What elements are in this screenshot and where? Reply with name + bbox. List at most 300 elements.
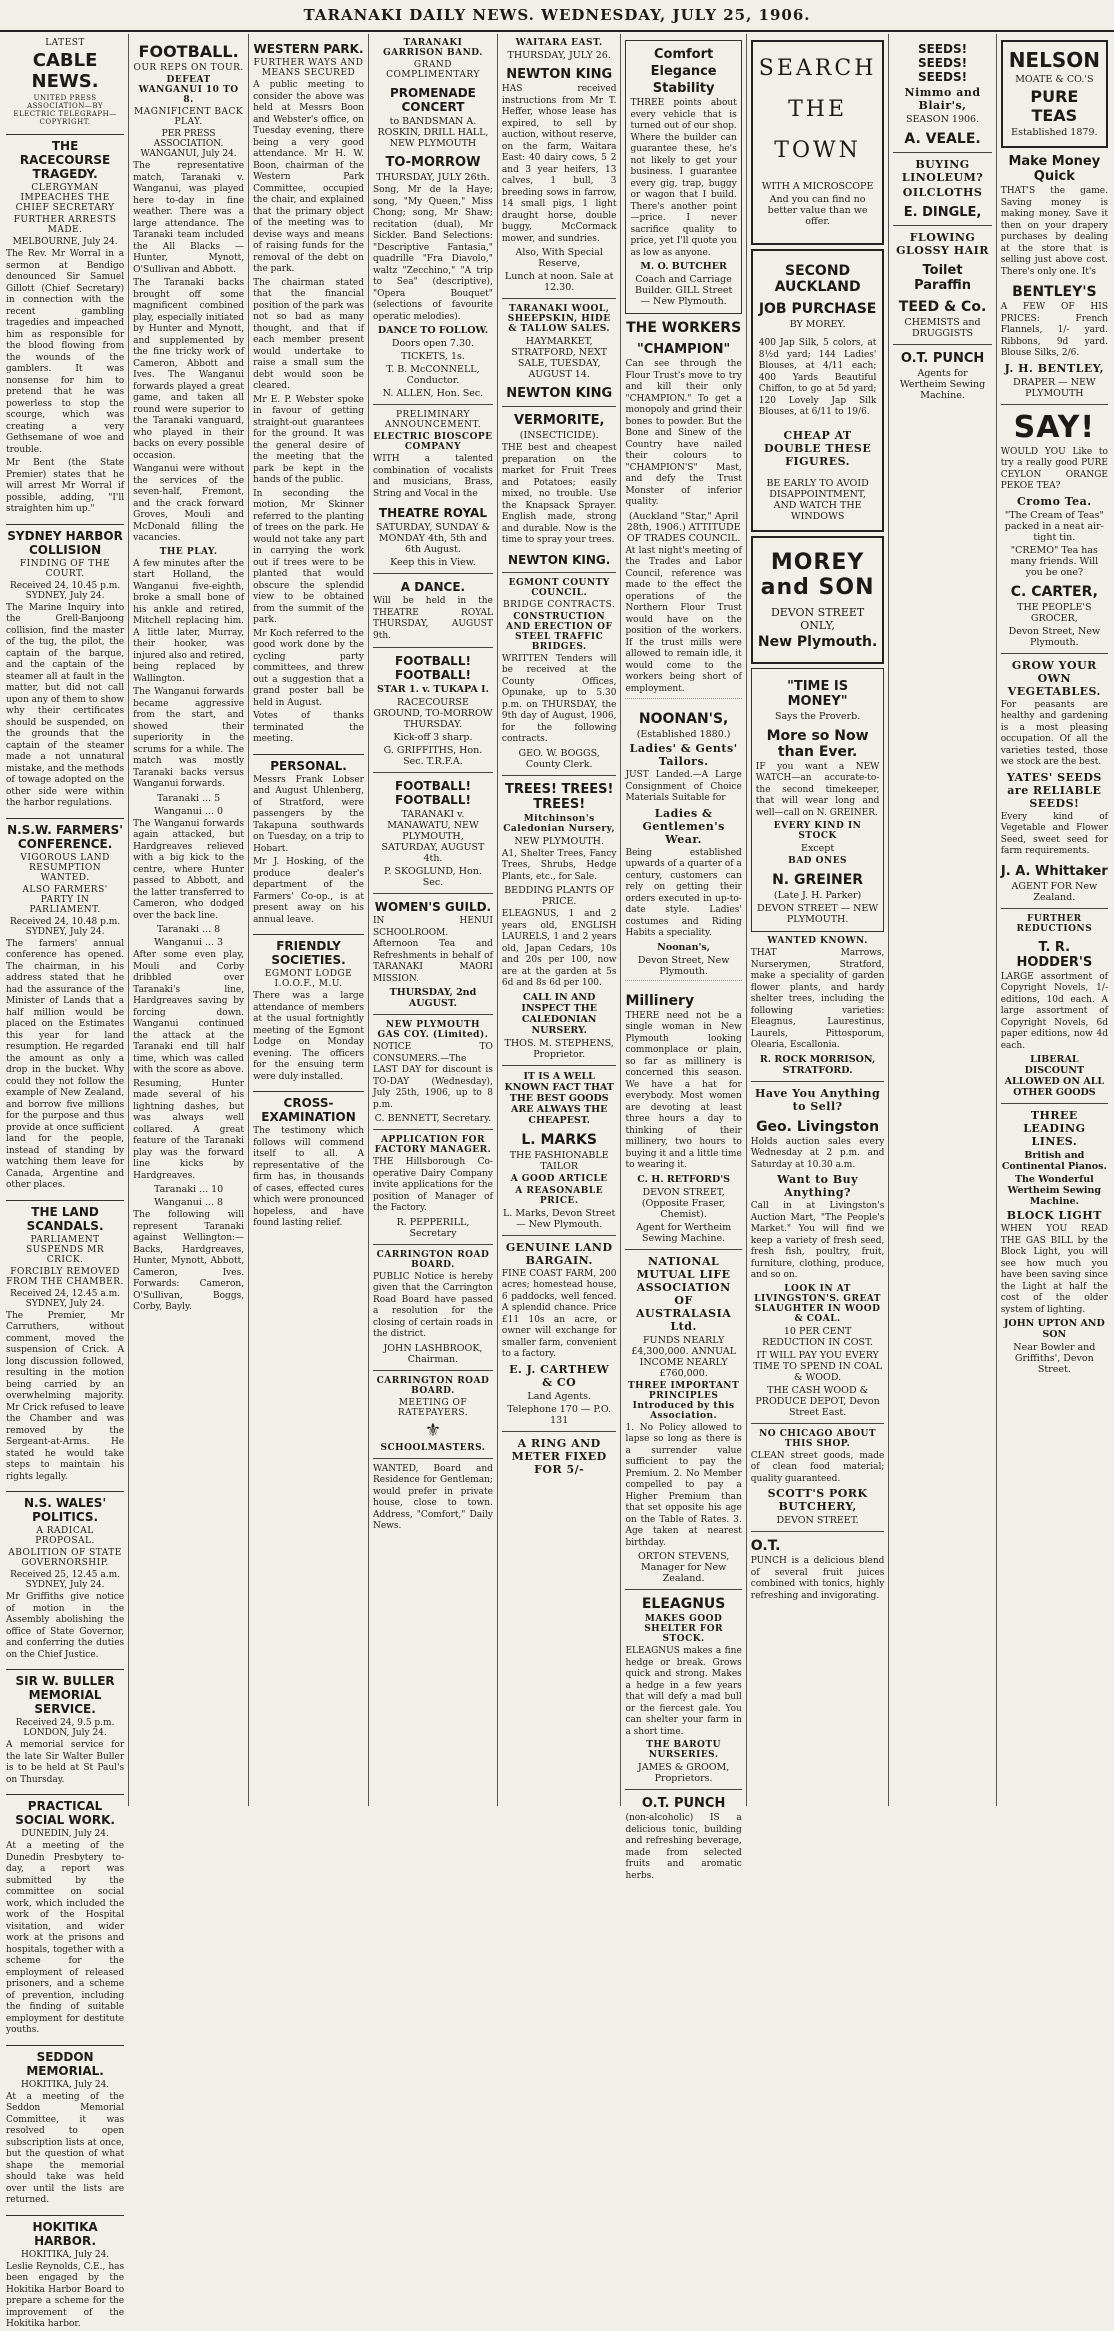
ad-principles: THREE IMPORTANT PRINCIPLES Introduced by this Association. — [627, 1380, 740, 1421]
ad-text: Call in at Livingston's Auction Mart, "The People's Market." You will find we keep a variety of fresh seed, fresh fish, poultry, fruit, furniture, clothing, produce, and so on. — [750, 1201, 885, 1280]
ad-griffiths: G. GRIFFITHS, Hon. Sec. T.R.F.A. — [383, 745, 483, 767]
subhead-radical: A RADICAL PROPOSAL. — [35, 1526, 95, 1546]
article-text: Mr Griffiths give notice of motion in the Assembly abolishing the office of State Governor, and conferring the duties on the Chief Justice. — [6, 1592, 125, 1660]
divider — [502, 1431, 617, 1432]
ad-marks-sig: L. Marks, Devon Street — New Plymouth. — [503, 1207, 616, 1230]
headline-personal: PERSONAL. — [253, 754, 364, 773]
ad-visit: CALL IN AND INSPECT THE CALEDONIAN NURSERY. — [521, 991, 597, 1036]
ad-butcher: M. O. BUTCHER — [640, 261, 727, 272]
article-text: Mr E. P. Webster spoke in favour of getting straight-out guarantees for the ground. It was the general desire of the meeting that the park be kept in the hands of the public. — [253, 394, 364, 485]
ad-allen: N. ALLEN, Hon. Sec. — [382, 388, 484, 399]
ad-waitara-date: THURSDAY, JULY 26. — [507, 50, 611, 61]
ad-gas: NEW PLYMOUTH GAS COY. (Limited). — [377, 1020, 489, 1040]
ad-haymarket: HAYMARKET, STRATFORD, NEXT SALE, TUESDAY, AUGUST 14. — [511, 336, 608, 380]
ad-star: STAR 1. v. TUKAPA I. — [377, 684, 489, 695]
subhead-ways: FURTHER WAYS AND MEANS SECURED — [253, 58, 364, 78]
subhead-play: THE PLAY. — [159, 546, 218, 557]
dateline: PER PRESS ASSOCIATION. WANGANUI, July 24. — [140, 129, 237, 159]
subhead-also: ALSO FARMERS' PARTY IN PARLIAMENT. — [22, 884, 108, 915]
ad-carrington: CARRINGTON ROAD BOARD. — [376, 1249, 490, 1270]
ad-time-money: "TIME IS MONEY" — [787, 678, 849, 709]
ad-devon: DEVON STREET ONLY, — [770, 605, 865, 632]
ad-except: Except — [801, 843, 835, 854]
ad-search: SEARCH — [758, 56, 877, 81]
divider — [751, 1423, 885, 1424]
ad-text: IF you want a NEW WATCH—an accurate-to-the second timekeeper, that will wear long and well—call on N. GREINER. — [755, 761, 880, 818]
ad-fact: IT IS A WELL KNOWN FACT THAT THE BEST GOODS ARE ALWAYS THE CHEAPEST. — [504, 1070, 614, 1126]
ad-mitchinson-loc: NEW PLYMOUTH. — [514, 835, 604, 847]
subhead-oddfellows: EGMONT LODGE I.O.O.F., M.U. — [264, 969, 353, 989]
ad-text: Being established upwards of a quarter of a century, customers can rely on getting their orders executed in up-to-date style. Ladies' costumes and Riding Habits a speciality. — [625, 847, 742, 938]
ad-newton-king-2: NEWTON KING — [506, 386, 613, 401]
ad-date: THURSDAY, JULY 26th. — [376, 172, 490, 183]
article-text: Leslie Reynolds, C.E., has been engaged by the Hokitika Harbor Board to prepare a scheme for the improvement of the Hokitika harbor. — [6, 2261, 125, 2329]
ad-bargain: GENUINE LAND BARGAIN. — [505, 1240, 613, 1267]
ad-bentley-sig: J. H. BENTLEY, — [1004, 361, 1105, 375]
divider — [625, 698, 741, 705]
ad-by-morey: BY MOREY. — [789, 319, 846, 330]
ad-text: Will be held in the THEATRE ROYAL THURSDAY, AUGUST 9th. — [372, 596, 493, 641]
ad-text: WITH a talented combination of vocalists and musicians, Brass, String and Vocal in the — [372, 454, 493, 499]
divider — [502, 775, 617, 776]
dateline: DUNEDIN, July 24. — [21, 1829, 109, 1839]
divider — [893, 225, 991, 226]
ad-says: Says the Proverb. — [774, 710, 861, 722]
divider — [502, 1065, 617, 1066]
ad-fashionable: THE FASHIONABLE TAILOR — [509, 1149, 609, 1172]
ad-text: WHEN YOU READ THE GAS BILL by the Block Light, you will see how much you have been saving since the Light at half the cost of the older system of lighting. — [1000, 1224, 1108, 1315]
ad-meeting: MEETING OF RATEPAYERS. — [397, 1397, 469, 1418]
ad-doors: Doors open 7.30. — [391, 338, 475, 349]
divider — [751, 1081, 885, 1082]
ad-hodder: T. R. HODDER'S — [1016, 939, 1093, 970]
divider — [373, 1014, 493, 1015]
ad-liberal: LIBERAL DISCOUNT ALLOWED ON ALL OTHER GOODS — [1004, 1054, 1105, 1098]
ad-egmont: EGMONT COUNTY COUNCIL. — [508, 577, 610, 598]
ad-retford: C. H. RETFORD'S — [637, 1173, 730, 1185]
dateline: Received 24, 9.5 p.m. LONDON, July 24. — [15, 1718, 115, 1738]
ad-makes: MAKES GOOD SHELTER FOR STOCK. — [644, 1614, 724, 1644]
ad-racecourse: RACECOURSE GROUND, TO-MORROW THURSDAY. — [373, 697, 493, 730]
dateline: Received 25, 12.45 a.m. SYDNEY, July 24. — [10, 1570, 120, 1590]
ad-wear: Ladies & Gentlemen's Wear. — [642, 806, 725, 846]
subhead-clergyman: CLERGYMAN IMPEACHES THE CHIEF SECRETARY — [15, 183, 115, 213]
divider — [502, 298, 617, 299]
ad-draper: DRAPER — NEW PLYMOUTH — [1013, 376, 1096, 399]
ad-text: THE Hillsborough Co-operative Dairy Company invite applications for the position of Manager of the Factory. — [372, 1157, 493, 1213]
ad-want-buy: Want to Buy Anything? — [777, 1173, 859, 1199]
ad-early: BE EARLY TO AVOID DISAPPOINTMENT, AND WATCH THE WINDOWS — [766, 477, 869, 522]
ad-pearson: THOS. M. STEPHENS, Proprietor. — [504, 1037, 614, 1060]
ad-kickoff: Kick-off 3 sharp. — [393, 732, 473, 743]
ad-agent: Agent for Wertheim Sewing Machine. — [636, 1221, 732, 1244]
ad-punch-2: O.T. PUNCH — [900, 351, 985, 366]
ad-text: Can see through the Flour Trust's move to try and kill their only "CHAMPION." To get a monopoly and grind their bones to powder. But the Bone and Sinew of the Country have nailed their colours to "CHAMPION'S" Mast, and defy the Trust Monster of inferior quality. — [625, 359, 742, 507]
article-text: Mr Bent (the State Premier) states that he will arrest Mr Worral if possible, adding, "I'll straighten him up." — [6, 458, 125, 514]
ad-newton-king-3: NEWTON KING. — [508, 552, 611, 567]
ad-punch: O.T. PUNCH — [641, 1796, 726, 1811]
divider — [373, 1244, 493, 1245]
ad-boggs: GEO. W. BOGGS, County Clerk. — [518, 747, 600, 770]
ad-l-marks: L. MARKS — [521, 1131, 597, 1148]
ad-text: Holds auction sales every Wednesday at 2 p.m. and Saturday at 10.30 a.m. — [750, 1136, 885, 1170]
ad-time-box — [751, 668, 885, 933]
ad-land-agents: Land Agents. — [527, 1390, 591, 1402]
ad-elegance: Elegance — [650, 64, 717, 79]
ad-text: THAT'S the game. Saving money is making money. Save it then on your drapery purchases by dealing at the store that is selling just above cost. There's only one. It's — [1000, 186, 1108, 277]
headline-hokitika: HOKITIKA HARBOR. — [6, 2215, 124, 2248]
article-text: Resuming, Hunter made several of his lightning dashes, but was always well collared. A great feature of the Taranaki play was the forward line kicks by Hardgreaves. — [133, 1078, 245, 1181]
ad-anything: Have You Anything to Sell? — [755, 1086, 881, 1113]
ad-newton-king: NEWTON KING — [506, 67, 613, 82]
ad-to-bandsman: to BANDSMAN A. ROSKIN, DRILL HALL, NEW PLYMOUTH — [377, 116, 489, 149]
ad-job: JOB PURCHASE — [758, 301, 877, 317]
dateline: HOKITIKA, July 24. — [20, 2079, 110, 2090]
ad-lawson-addr: Near Bowler and Griffiths', Devon Street. — [1013, 1342, 1096, 1375]
divider — [502, 572, 617, 573]
divider — [1001, 1103, 1108, 1104]
subhead-vigorous: VIGOROUS LAND RESUMPTION WANTED. — [20, 852, 110, 883]
ad-carter-addr: Devon Street, New Plymouth. — [1008, 625, 1101, 648]
ad-text: THE best and cheapest preparation on the market for Fruit Trees and Potatoes; easily mixed, no trouble. Use the Knapsack Sprayer. English made, strong and durable. Now is the time to spray your trees. — [501, 443, 617, 545]
headline-land-scandals: THE LAND SCANDALS. — [6, 1200, 124, 1233]
divider — [893, 344, 991, 345]
ad-text: WOULD YOU Like to try a really good PURE CEYLON ORANGE PEKOE TEA? — [1000, 446, 1108, 491]
ad-construction: CONSTRUCTION AND ERECTION OF STEEL TRAFFIC BRIDGES. — [506, 611, 613, 652]
dateline: Received 24, 10.45 p.m. SYDNEY, July 24. — [9, 580, 121, 601]
column-7b — [889, 34, 996, 1806]
ad-veale: A. VEALE. — [904, 131, 981, 147]
ad-insecticide: (INSECTICIDE). — [519, 430, 599, 441]
ad-bennett: C. BENNETT, Secretary. — [374, 1113, 492, 1124]
ad-champion: "CHAMPION" — [636, 342, 731, 357]
article-text: A public meeting to consider the above was held at Messrs Boon and Webster's office, on Tuesday evening, there being a very good attendance. Mr H. W. Boon, chairman of the Western Park Committee, occupied the chair, and explained that the primary object of the meeting was to devise ways and means of raising funds for the removal of the debt on the park. — [253, 80, 364, 274]
article-text: Messrs Frank Lobser and August Uhlenberg, of Stratford, were passengers by the Takapuna southwards on Tuesday, on a trip to Hobart. — [253, 774, 364, 854]
ad-prelim: PRELIMINARY ANNOUNCEMENT. — [384, 410, 482, 430]
ad-saturday: SATURDAY, SUNDAY & MONDAY 4th, 5th and 6th August. — [375, 522, 491, 555]
subhead-defeat: DEFEAT WANGANUI 10 TO 8. — [138, 75, 239, 105]
ad-livingston: Geo. Livingston — [756, 1118, 880, 1135]
ad-text: THREE points about every vehicle that is turned out of our shop. Where the builder can guarantee these, he's not likely to get your business. I guarantee every gig, trap, buggy or wagon that I build. There's another point—price. I never sacrifice quality to price, yet I'll quote you as low as anyone. — [630, 98, 737, 258]
ad-town: TOWN — [774, 138, 861, 163]
ad-morey: MOREY and SON — [760, 549, 875, 600]
subhead-forcibly: FORCIBLY REMOVED FROM THE CHAMBER. — [6, 1266, 124, 1287]
ad-items: 400 Jap Silk, 5 colors, at 8½d yard; 144 Ladies' Blouses, at 4/11 each; 400 Yards Beautiful Chiffon, to go at 5d yard; 120 Lovely Jap Silk Blouses, at 6/11 to 19/6. — [758, 338, 877, 417]
headline-football: FOOTBALL. — [138, 42, 239, 61]
divider — [373, 893, 493, 894]
ad-football: FOOTBALL! FOOTBALL! — [394, 654, 471, 682]
ad-reduction: 10 PER CENT REDUCTION IN COST. — [762, 1325, 873, 1348]
article-text: The testimony which follows will commend itself to all. A representative of the firm has, in thousands of cases, effected cures which were pronounced hopeless, and have found lasting relief. — [253, 1126, 364, 1228]
ad-text: JUST Landed.—A Large Consignment of Choice Materials Suitable for — [625, 770, 742, 803]
ad-text: CLEAN street goods, made of clean food material; quality guaranteed. — [750, 1450, 885, 1484]
dateline: Received 24, 10.48 p.m. SYDNEY, July 24. — [9, 916, 121, 937]
subhead-parliament: PARLIAMENT SUSPENDS MR CRICK. — [25, 1234, 105, 1265]
ad-tmw: TARANAKI v. MANAWATU, NEW PLYMOUTH, SATURDAY, AUGUST 4th. — [381, 809, 485, 864]
ad-garrison: TARANAKI GARRISON BAND. — [382, 38, 483, 58]
article-text: In seconding the motion, Mr Skinner referred to the planting of trees on the park. He would not take any part in carrying the work out if trees were to be planted that would obscure the splendid view to be obtained from the summit of the park. — [253, 488, 364, 625]
ad-text: THERE need not be a single woman in New Plymouth looking commonplace or plain, so far as millinery is concerned this season. We have a hat for everybody. Most women are devoting at least three hours a day to thinking of their millinery, two hours to buying it and a little time to wearing it. — [625, 1010, 742, 1170]
ad-scotts: SCOTT'S PORK BUTCHERY, — [767, 1487, 868, 1513]
ad-linoleum: BUYING LINOLEUM? — [901, 158, 984, 184]
ad-keep: Keep this in View. — [390, 557, 476, 568]
article-text: At a meeting of the Dunedin Presbytery to-day, a report was submitted by the committee on social work, which included the work of the Hospital visitation, and wider work at the prisons and hospitals, together with a scheme for the employment of released prisoners, and a scheme of prevention, including the finding of suitable employment for destitute youths. — [6, 1841, 125, 2035]
ad-text: For peasants are healthy and gardening is a most pleasing occupation. Of all the varieties tested, those we stock are the best. — [1000, 699, 1108, 767]
ad-british: British and Continental Pianos. — [1001, 1150, 1107, 1172]
article-text: Mr Koch referred to the good work done by the cycling party committees, and threw out a suggestion that a grand poster ball be held in August. — [253, 628, 364, 708]
score-line: Taranaki ... 8 — [157, 924, 221, 935]
article-text: The chairman stated that the financial position of the park was not so bad as many thought, and that if each member present would undertake to raise a small sum the debt would soon be cleared. — [253, 277, 364, 391]
article-text: There was a large attendance of members at the usual fortnightly meeting of the Egmont Lodge on Monday evening. The officers for the ensuing term were duly installed. — [253, 991, 364, 1082]
headline-nsw-politics: N.S. WALES' POLITICS. — [6, 1491, 124, 1524]
article-text: Wanganui were without the services of the seven-half, Fremont, and the crack forward Groves, Mouli and McDonald filling the vacancies. — [133, 464, 245, 543]
ad-wanted-known: WANTED KNOWN. — [767, 936, 868, 946]
column-1 — [2, 34, 129, 2329]
ad-yates: YATES' SEEDS are RELIABLE SEEDS! — [1006, 770, 1102, 810]
ad-auckland: (Auckland "Star," April 28th, 1906.) ATTITUDE OF TRADES COUNCIL. — [626, 510, 741, 544]
ad-tickets: TICKETS, 1s. — [401, 351, 465, 362]
ad-cheap: CHEAP AT DOUBLE THESE FIGURES. — [763, 428, 872, 468]
ad-ring: A RING AND METER FIXED FOR 5/- — [511, 1436, 607, 1476]
ad-ot: O.T. — [750, 1538, 781, 1554]
score-line: Wanganui ... 8 — [154, 1197, 224, 1208]
ad-schoolmasters: SCHOOLMASTERS. — [380, 1442, 486, 1453]
article-text: A memorial service for the late Sir Walter Buller is to be held at St Paul's on Thursday. — [6, 1740, 125, 1785]
ad-greiner-addr: DEVON STREET — NEW PLYMOUTH. — [757, 903, 879, 925]
ad-wertheim: The Wonderful Wertheim Sewing Machine. — [1007, 1174, 1102, 1207]
ad-slaughter: LOOK IN AT LIVINGSTON'S. GREAT SLAUGHTER IN WOOD & COAL. — [754, 1283, 881, 1324]
ad-second: SECOND AUCKLAND — [774, 263, 861, 295]
ad-comfort: Comfort — [654, 47, 714, 62]
ad-waitara: WAITARA EAST. — [515, 38, 603, 48]
ad-noonan: NOONAN'S, — [638, 711, 729, 727]
ad-vermorite: VERMORITE, — [513, 413, 605, 428]
article-text: The representative match, Taranaki v. Wanganui, was played here to-day in fine weather. There was a large attendance. The Taranaki team included the All Blacks — Hunter, Mynott, O'Sullivan and Abbott. — [133, 161, 245, 275]
ad-cromo-tag: "The Cream of Teas" packed in a neat air-tight tin. — [1004, 509, 1104, 543]
page-columns — [2, 34, 1112, 2329]
article-text: After some even play, Mouli and Corby dribbled over Taranaki's line, Hardgreaves saving by forcing down. Wanganui continued the attack at the Taranaki end till half time, which was called with the score as above. — [133, 950, 245, 1075]
article-text: Votes of thanks terminated the meeting. — [253, 711, 364, 744]
ad-bad-ones: BAD ONES — [788, 856, 848, 866]
ad-reasonable: A REASONABLE PRICE. — [515, 1185, 604, 1206]
ad-chemists: CHEMISTS and DRUGGISTS — [904, 317, 981, 339]
ad-lunch: Lunch at noon. Sale at 12.30. — [504, 271, 614, 293]
ad-text: LARGE assortment of Copyright Novels, 1/- editions, 10d each. A large assortment of Copyright Novels, 6d paper editions, now 4d each. — [1000, 971, 1108, 1051]
latest-label: LATEST — [45, 38, 85, 48]
ad-money-quick: Make Money Quick — [1008, 154, 1101, 184]
ad-cromo: Cromo Tea. — [1017, 494, 1092, 508]
ad-bridge: BRIDGE CONTRACTS. — [503, 599, 616, 610]
column-5 — [498, 34, 622, 1806]
ad-good-article: A GOOD ARTICLE — [510, 1173, 608, 1184]
ad-season: SEASON 1906. — [905, 114, 980, 125]
ad-tomorrow: TO-MORROW — [385, 155, 481, 170]
score-line: Wanganui ... 3 — [154, 937, 224, 948]
ad-pepperill: R. PEPPERILL, Secretary — [396, 1216, 470, 1239]
column-8 — [997, 34, 1112, 1806]
divider — [373, 1370, 493, 1371]
ad-moate: MOATE & CO.'S — [1015, 74, 1094, 85]
ad-text: FINE COAST FARM, 200 acres; homestead house, 6 paddocks, well fenced. A splendid chance. Price £11 10s an acre, or owner will exchange for smaller farm, convenient to a factory. — [501, 1268, 617, 1359]
ad-text: (non-alcoholic) IS a delicious tonic, building and refreshing beverage, made from selected fruits and aromatic herbs. — [625, 1813, 742, 1881]
ad-text: WRITTEN Tenders will be received at the County Offices, Opunake, up to 5.30 p.m. on THURSDAY, the 9th day of August, 1906, for the following contracts. — [501, 653, 617, 744]
ad-noonan-est: (Established 1880.) — [636, 729, 731, 740]
ad-comfort-box — [625, 40, 741, 314]
ad-three: THREE LEADING LINES. — [1023, 1109, 1086, 1148]
divider — [373, 573, 493, 574]
headline-cross: CROSS-EXAMINATION — [253, 1091, 364, 1124]
column-3 — [249, 34, 369, 1806]
article-text: The Premier, Mr Carruthers, without comment, moved the suspension of Crick. A long discussion followed, resulting in the motion being carried by an overwhelming majority. Mr Crick refused to leave the Chamber and was removed by the Sergeant-at-Arms. He stated he would take steps to maintain his rights legally. — [6, 1310, 125, 1482]
ad-text: A FEW OF HIS PRICES: French Flannels, 1/- yard. Ribbons, 9d yard. Blouse Silks, 2/6. — [1000, 302, 1108, 358]
ad-skoglund: P. SKOGLUND, Hon. Sec. — [384, 866, 482, 888]
score-line: Taranaki ... 5 — [157, 792, 221, 804]
ad-text: Every kind of Vegetable and Flower Seed, sweet seed for farm requirements. — [1000, 811, 1108, 856]
subhead-reps: OUR REPS ON TOUR. — [133, 63, 244, 73]
divider — [373, 647, 493, 648]
masthead — [0, 0, 1114, 32]
ad-further: FURTHER REDUCTIONS — [1016, 913, 1093, 934]
ad-wanted: WANTED, Board and Residence for Gentleman; would prefer in private house, close to town. Address, "Comfort," Daily News. — [372, 1463, 493, 1531]
ad-seeds: SEEDS! SEEDS! SEEDS! — [917, 42, 968, 84]
ad-orton: ORTON STEVENS, Manager for New Zealand. — [637, 1551, 730, 1584]
ad-microscope: WITH A MICROSCOPE — [761, 181, 874, 192]
ad-theatre: THEATRE ROYAL — [378, 506, 487, 520]
subhead-further: FURTHER ARRESTS MADE. — [13, 215, 117, 235]
divider — [625, 1589, 741, 1590]
subhead-finding: FINDING OF THE COURT. — [19, 558, 111, 579]
ad-cannot: And you can find no better value than we offer. — [767, 194, 868, 227]
ad-bioscope: ELECTRIC BIOSCOPE COMPANY — [373, 432, 493, 452]
ad-second-box — [751, 249, 885, 532]
ad-whittaker: J. A. Whittaker — [1000, 863, 1108, 879]
divider — [751, 1531, 885, 1532]
ad-nelson: NELSON — [1008, 48, 1100, 72]
divider — [893, 152, 991, 153]
headline-nsw-farmers: N.S.W. FARMERS' CONFERENCE. — [6, 818, 124, 851]
ad-morrison: R. ROCK MORRISON, STRATFORD. — [759, 1053, 876, 1076]
ad-program: Song, Mr de la Haye; song, "My Queen," Miss Chong; song, Mr Shaw; recitation (dual), Mr Sickler. Band Selections: "Descriptive Fantasia," quadrille "Fra Diavolo," waltz "Zecchino," "A trip to Sea" (descriptive), "Opera Bouquet" (selections of favourite operatic melodies). — [372, 185, 493, 322]
ad-dance: DANCE TO FOLLOW. — [377, 325, 489, 336]
ad-text: At last night's meeting of the Trades and Labor Council, reference was made to the effect the operations of the Northern Flour Trust would have on the position of the workers. If the trust mills were allowed to remain idle, it would come to the workers being short of employment. — [625, 545, 742, 694]
article-text: The Wanganui forwards again attacked, but Hardgreaves relieved with a big kick to the centre, where Hunter passed to Abbott, and the latter transferred to Cameron, who dodged over the back line. — [133, 818, 245, 921]
headline-seddon: SEDDON MEMORIAL. — [6, 2045, 124, 2078]
divider — [502, 1235, 617, 1236]
ad-carter: C. CARTER, — [1010, 583, 1098, 600]
ad-text: IN HENUI SCHOOLROOM. Afternoon Tea and Refreshments in behalf of TARANAKI MAORI MISSION. — [372, 916, 493, 984]
ad-workers: THE WORKERS — [626, 320, 742, 336]
ad-cromo-2: "CREMO" Tea has many friends. Will you be one? — [1010, 544, 1099, 578]
score-line: Wanganui ... 0 — [154, 805, 224, 817]
ad-bedding: BEDDING PLANTS OF PRICE. — [504, 885, 615, 907]
ad-no-chicago: NO CHICAGO ABOUT THIS SHOP. — [759, 1428, 877, 1449]
column-7 — [747, 34, 890, 1806]
ad-new-plymouth: New Plymouth. — [757, 633, 878, 650]
ad-carter-sub: THE PEOPLE'S GROCER, — [1017, 601, 1092, 624]
ad-wool: TARANAKI WOOL, SHEEPSKIN, HIDE & TALLOW SALES. — [507, 304, 611, 334]
dateline: HOKITIKA, July 24. — [20, 2249, 110, 2260]
ad-greiner-sub: (Late J. H. Parker) — [773, 890, 862, 901]
ad-noonan-addr: Devon Street, New Plymouth. — [637, 954, 730, 977]
article-text: The Rev. Mr Worral in a sermon at Bendigo denounced Sir Samuel Gillott (Chief Secretary) in connection with the recent gambling tragedies and impeached him as responsible for the blood flowing from the wounds of the gamblers. It was nonsense for him to pretend that he was powerless to stop the scourge, which was creating a very Gethsemane of woe and trouble. — [6, 249, 125, 455]
ad-agriculture: Agents for Wertheim Sewing Machine. — [899, 368, 986, 401]
ad-retford-addr: DEVON STREET, (Opposite Fraser, Chemist). — [641, 1186, 726, 1220]
ad-text: THAT Marrows, Nurserymen, Stratford, make a speciality of garden flower plants, and hardy shelter trees, including the following varieties: Eleagnus, Laurestinus, Laurels, Pittosporum, Olearia, Escallonia. — [750, 948, 885, 1050]
ad-grand: GRAND COMPLIMENTARY — [386, 60, 480, 80]
ad-ladies: Ladies' & Gents' Tailors. — [629, 742, 738, 768]
ad-more: More so Now than Ever. — [766, 727, 869, 760]
ad-barotu: THE BAROTU NURSERIES. — [646, 1740, 721, 1760]
divider — [1001, 404, 1108, 405]
ad-groom: JAMES & GROOM, Proprietors. — [637, 1762, 730, 1784]
ad-lash: JOHN LASHBROOK, Chairman. — [383, 1342, 483, 1365]
ad-funds: FUNDS NEARLY £4,300,000. ANNUAL INCOME NEARLY £760,000. — [631, 1334, 737, 1379]
score-line: Taranaki ... 10 — [153, 1184, 224, 1195]
ad-teed: TEED & Co. — [898, 299, 987, 315]
ad-mutual: NATIONAL MUTUAL LIFE ASSOCIATION OF AUSTRALASIA Ltd. — [635, 1254, 732, 1333]
divider — [502, 406, 617, 407]
ad-womens-date: THURSDAY, 2nd AUGUST. — [389, 987, 477, 1009]
ad-oilcloths: OILCLOTHS — [902, 186, 983, 199]
ad-block: BLOCK LIGHT — [1006, 1209, 1102, 1222]
divider — [1001, 908, 1108, 909]
ad-secretary: T. B. McCONNELL, Conductor. — [386, 364, 480, 386]
headline-buller: SIR W. BULLER MEMORIAL SERVICE. — [6, 1669, 124, 1716]
ad-promenade: PROMENADE CONCERT — [390, 86, 476, 114]
column-4 — [369, 34, 498, 1806]
ad-text: NOTICE TO CONSUMERS.—The LAST DAY for discount is TO-DAY (Wednesday), July 25th, 1906, up to 8 p.m. — [372, 1042, 493, 1110]
ad-eleagnus: ELEAGNUS — [641, 1596, 726, 1612]
ad-text: ELEAGNUS, 1 and 2 years old, ENGLISH LAURELS, 1 and 2 years old, Japan Cedars, 10s and 20s per 100, now are at the garden at 5s 6d and 8s 6d per 100. — [501, 909, 617, 988]
headline-western-park: WESTERN PARK. — [253, 42, 364, 56]
ad-the: THE — [788, 97, 848, 122]
ad-dingle: E. DINGLE, — [903, 205, 982, 220]
ad-application: APPLICATION FOR FACTORY MANAGER. — [374, 1135, 492, 1155]
ad-trees: TREES! TREES! TREES! — [504, 781, 614, 812]
cable-sub: UNITED PRESS ASSOCIATION—BY ELECTRIC TELEGRAPH—COPYRIGHT. — [13, 94, 117, 126]
ad-womens: WOMEN'S GUILD. — [374, 900, 492, 914]
ad-football-2: FOOTBALL! FOOTBALL! — [394, 779, 471, 807]
article-text: The Marine Inquiry into the Grell-Banjoong collision, find the master of the tug, the pilot, the captain of the barque, and the captain of the steamer all at fault in the matter, but did not call upon any of them to show why their certificates should be suspended, on the grounds that the captain of the steamer made a not unnatural mistake, and the methods of towage adopted on the other side were within the harbor regulations. — [6, 602, 125, 808]
ad-telephone: Telephone 170 — P.O. 131 — [507, 1403, 612, 1426]
divider — [625, 980, 741, 987]
ad-flowing: FLOWING GLOSSY HAIR — [896, 231, 989, 257]
ad-say: SAY! — [1013, 409, 1096, 445]
ad-greiner: N. GREINER — [772, 872, 864, 888]
ad-also: Also, With Special Reserve, — [515, 247, 603, 269]
subhead-abolition: ABOLITION OF STATE GOVERNORSHIP. — [8, 1548, 122, 1568]
cable-news-title: CABLE NEWS. — [31, 50, 99, 92]
ad-a-dance: A DANCE. — [400, 580, 466, 594]
article-text: A few minutes after the start Holland, the Wanganui five-eighth, broke a small bone of his ankle and retired, Mitchell replacing him. A little later, Murray, their hooker, was injured also and retired, being replaced by Wallington. — [133, 558, 245, 684]
ad-pure: PURE TEAS — [1030, 87, 1079, 125]
ad-nelson-box — [1001, 40, 1108, 148]
ad-mitchinson: Mitchinson's Caledonian Nursery, — [503, 813, 616, 834]
ad-scotts-addr: DEVON STREET. — [776, 1515, 859, 1526]
masthead-title: TARANAKI DAILY NEWS. WEDNESDAY, JULY 25, 1906. — [303, 6, 811, 24]
divider — [373, 1129, 493, 1130]
article-text: The Wanganui forwards became aggressive from the start, and showed their superiority in the scrums for a while. The match was mostly Taranaki backs versus Wanganui forwards. — [133, 687, 245, 789]
ad-grow: GROW YOUR OWN VEGETABLES. — [1007, 658, 1101, 698]
ad-text: A1, Shelter Trees, Fancy Trees, Shrubs, Hedge Plants, etc., for Sale. — [501, 848, 617, 882]
article-text: Mr J. Hosking, of the produce dealer's department of the Farmers' Co-op., is at present away on his annual leave. — [253, 857, 364, 925]
ad-paraffin: Toilet Paraffin — [914, 263, 971, 293]
ad-text: PUBLIC Notice is hereby given that the Carrington Road Board have passed a resolution for the closing of certain roads in the district. — [372, 1271, 493, 1339]
column-2 — [129, 34, 249, 1806]
article-text: The Taranaki backs brought off some magnificent combined play, especially initiated by Hunter and Mynott, and supplemented by the fine tricky work of Cameron, Abbott and Ives. The Wanganui forwards played a great game, and taken all round were superior to the Taranaki vanguard, who played in their backs on every possible occasion. — [133, 278, 245, 461]
dateline: Received 24, 12.45 a.m. SYDNEY, July 24. — [10, 1288, 120, 1309]
ad-coal: IT WILL PAY YOU EVERY TIME TO SPEND IN COAL & WOOD. — [753, 1349, 883, 1383]
